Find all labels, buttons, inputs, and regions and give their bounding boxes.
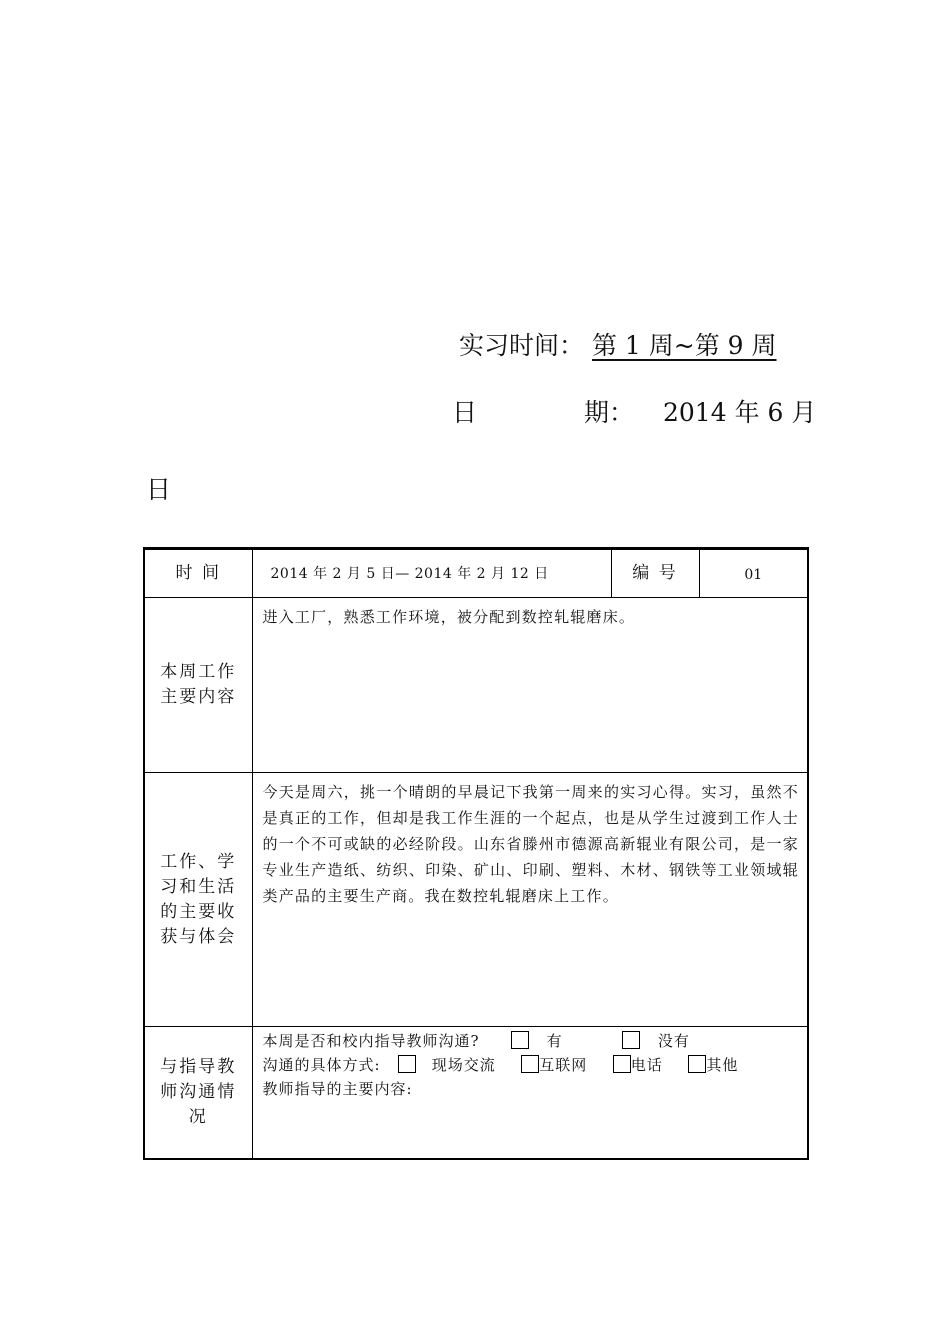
no-label: 没有: [657, 1032, 690, 1050]
time-value: 2014 年 2 月 5 日— 2014 年 2 月 12 日: [270, 565, 549, 582]
gain-content: 今天是周六，挑一个晴朗的早晨记下我第一周来的实习心得。实习，虽然不是真正的工作，但却是我工作生涯的一个起点，也是从学生过渡到工作人士的一个不可或缺的必经阶段。山东省滕州市德源高新辊业有限公司，是一家专业生产造纸、纺织、印染、矿山、印刷、塑料、木材、钢铁等工业领域辊类产品的主要生产商。我在数控轧辊磨床上工作。: [262, 783, 799, 905]
date-label-first-char: 日: [452, 398, 478, 427]
comm-content-cell: [252, 1027, 808, 1160]
internship-period-label: 实习时间：: [459, 331, 585, 360]
number-label: 编 号: [611, 549, 699, 598]
gain-content-cell: [252, 773, 808, 1027]
gain-row: [144, 773, 808, 1027]
gain-label: 工作、学习和生活的主要收获与体会: [160, 851, 237, 947]
other-label: 其他: [706, 1056, 739, 1074]
communication-row: [144, 1027, 808, 1160]
no-checkbox[interactable]: [622, 1031, 640, 1049]
gain-label-cell: [144, 773, 252, 1027]
yes-label: 有: [546, 1032, 563, 1050]
weekly-log-table: [143, 547, 809, 1160]
comm-label: 与指导教师沟通情况: [160, 1057, 237, 1127]
comm-question: 本周是否和校内指导教师沟通?: [262, 1032, 480, 1050]
internship-period: [459, 326, 777, 362]
phone-checkbox[interactable]: [613, 1055, 631, 1073]
other-checkbox[interactable]: [688, 1055, 706, 1073]
internet-label: 互联网: [539, 1056, 588, 1074]
internet-checkbox[interactable]: [521, 1055, 539, 1073]
work-label-cell: [144, 598, 252, 773]
number-value-cell: [699, 549, 808, 598]
phone-label: 电话: [630, 1056, 663, 1074]
work-label: 本周工作主要内容: [160, 662, 237, 707]
onsite-label: 现场交流: [431, 1056, 496, 1074]
work-content-cell: [252, 598, 808, 773]
internship-period-value: 第 1 周~第 9 周: [591, 331, 777, 360]
time-label: 时 间: [144, 549, 252, 598]
guide-label: 教师指导的主要内容:: [262, 1080, 413, 1098]
comm-question-line: [253, 1029, 808, 1053]
method-label: 沟通的具体方式:: [262, 1056, 381, 1074]
time-value-cell: [252, 549, 611, 598]
yes-checkbox[interactable]: [511, 1031, 529, 1049]
work-row: [144, 598, 808, 773]
date-label-second-char: 期：: [584, 398, 635, 427]
work-content: 进入工厂，熟悉工作环境，被分配到数控轧辊磨床。: [262, 608, 636, 626]
number-value: 01: [744, 566, 763, 583]
date-value-wrap: 日: [146, 475, 172, 504]
date-value: 2014 年 6 月: [663, 398, 817, 427]
comm-label-cell: [144, 1027, 252, 1160]
onsite-checkbox[interactable]: [398, 1055, 416, 1073]
time-row: [144, 549, 808, 598]
comm-method-line: [253, 1053, 808, 1077]
